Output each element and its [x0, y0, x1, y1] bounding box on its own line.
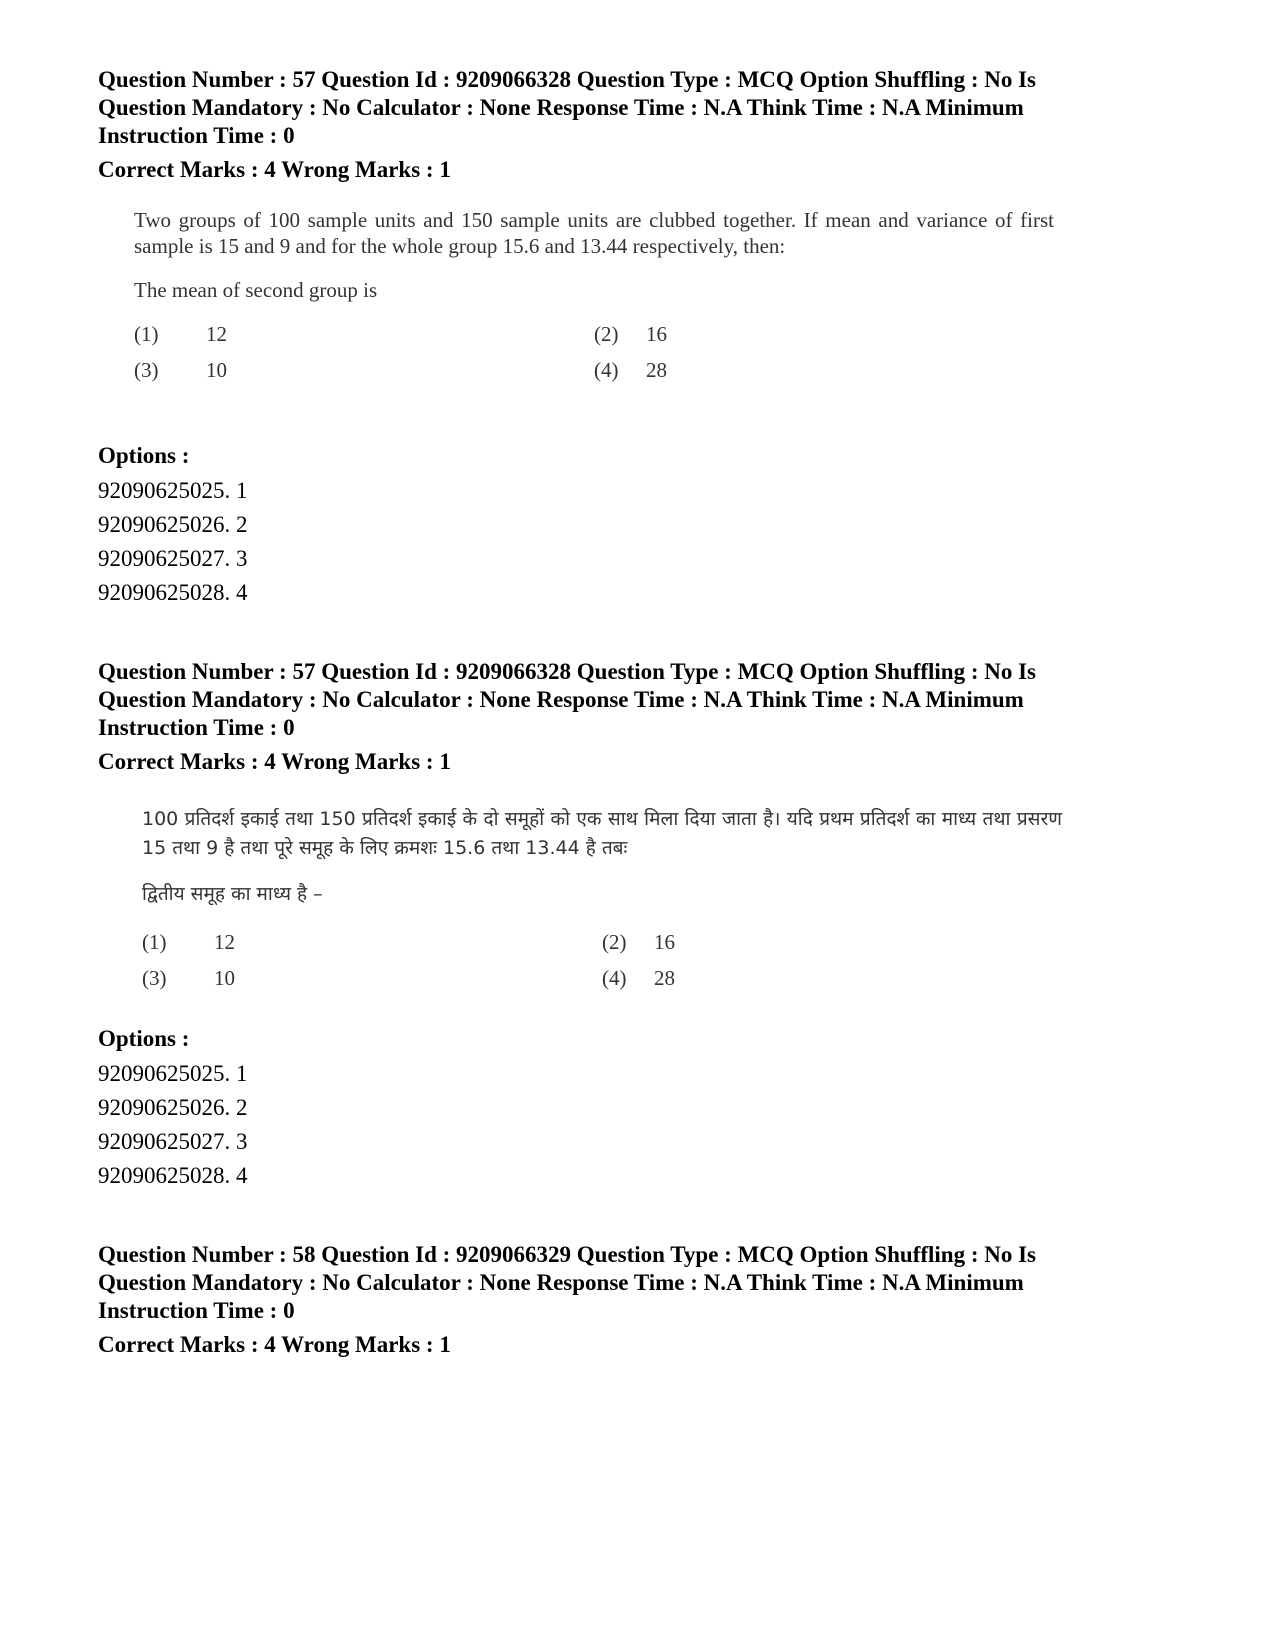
question-block-57-english — [98, 66, 1178, 184]
option-line: 92090625027. 3 — [98, 1129, 248, 1154]
question-block-57-hindi — [98, 658, 1178, 776]
choice-number: (4) — [594, 358, 619, 382]
question-image-english — [134, 207, 1054, 383]
option-line: 92090625026. 2 — [98, 1095, 248, 1120]
options-title: Options : — [98, 443, 190, 468]
choice-number: (2) — [602, 930, 627, 954]
option-line: 92090625028. 4 — [98, 580, 248, 605]
marks-line: Correct Marks : 4 Wrong Marks : 1 — [98, 157, 451, 182]
question-meta-line: Instruction Time : 0 — [98, 1298, 295, 1323]
choice-value: 12 — [214, 930, 235, 954]
question-block-58 — [98, 1241, 1178, 1359]
options-list-57-english — [98, 442, 1178, 610]
question-meta-line: Question Number : 57 Question Id : 9209066328 Question Type : MCQ Option Shuffling : No Is — [98, 659, 1037, 684]
choice-grid — [142, 929, 1062, 991]
question-text: Two groups of 100 sample units and 150 sample units are clubbed together. If mean and variance of first sample is 15 and 9 and for the whole group 15.6 and 13.44 respectively, then: — [134, 208, 1054, 258]
question-prompt: The mean of second group is — [134, 278, 378, 302]
choice-item — [594, 321, 1054, 347]
option-line: 92090625026. 2 — [98, 512, 248, 537]
choice-item — [142, 929, 602, 955]
choice-number: (4) — [602, 966, 627, 990]
choice-number: (3) — [142, 966, 167, 990]
choice-item — [602, 929, 1062, 955]
question-image-hindi — [142, 805, 1062, 991]
question-meta-line: Question Mandatory : No Calculator : None Response Time : N.A Think Time : N.A Minimum — [98, 1270, 1024, 1295]
choice-item — [602, 965, 1062, 991]
options-title: Options : — [98, 1026, 190, 1051]
choice-grid — [134, 321, 1054, 383]
choice-item — [142, 965, 602, 991]
choice-number: (2) — [594, 322, 619, 346]
choice-value: 28 — [654, 966, 675, 990]
choice-value: 12 — [206, 322, 227, 346]
marks-line: Correct Marks : 4 Wrong Marks : 1 — [98, 749, 451, 774]
question-meta-line: Question Number : 58 Question Id : 9209066329 Question Type : MCQ Option Shuffling : No Is — [98, 1242, 1037, 1267]
option-line: 92090625028. 4 — [98, 1163, 248, 1188]
choice-number: (3) — [134, 358, 159, 382]
choice-number: (1) — [134, 322, 159, 346]
question-meta-line: Instruction Time : 0 — [98, 715, 295, 740]
question-prompt: द्वितीय समूह का माध्य है – — [142, 883, 323, 905]
options-list-57-hindi — [98, 1025, 1178, 1193]
marks-line: Correct Marks : 4 Wrong Marks : 1 — [98, 1332, 451, 1357]
choice-item — [134, 357, 594, 383]
question-meta-line: Question Mandatory : No Calculator : None Response Time : N.A Think Time : N.A Minimum — [98, 95, 1024, 120]
choice-value: 28 — [646, 358, 667, 382]
question-meta-line: Question Number : 57 Question Id : 9209066328 Question Type : MCQ Option Shuffling : No Is — [98, 67, 1037, 92]
option-line: 92090625027. 3 — [98, 546, 248, 571]
choice-item — [134, 321, 594, 347]
choice-item — [594, 357, 1054, 383]
question-meta-line: Instruction Time : 0 — [98, 123, 295, 148]
choice-value: 16 — [646, 322, 667, 346]
question-meta-line: Question Mandatory : No Calculator : None Response Time : N.A Think Time : N.A Minimum — [98, 687, 1024, 712]
question-text: 100 प्रतिदर्श इकाई तथा 150 प्रतिदर्श इकाई के दो समूहों को एक साथ मिला दिया जाता है। यदि प्रथम प्रतिदर्श का माध्य तथा प्रसरण 15 तथा 9 है तथा पूरे समूह के लिए क्रमशः 15.6 तथा 13.44 है तबः — [142, 808, 1062, 859]
choice-value: 10 — [206, 358, 227, 382]
choice-number: (1) — [142, 930, 167, 954]
choice-value: 16 — [654, 930, 675, 954]
option-line: 92090625025. 1 — [98, 1061, 248, 1086]
option-line: 92090625025. 1 — [98, 478, 248, 503]
choice-value: 10 — [214, 966, 235, 990]
